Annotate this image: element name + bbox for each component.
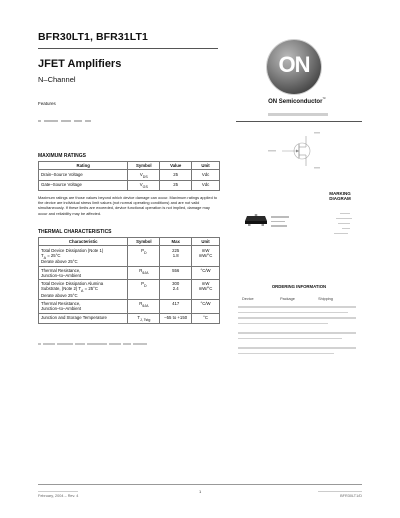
rating-cell: Gate–Source Voltage bbox=[39, 180, 128, 190]
symbol-subscript: D bbox=[144, 284, 147, 289]
symbol-cell bbox=[128, 180, 160, 190]
features-label: Features bbox=[38, 101, 56, 106]
table-row bbox=[39, 170, 220, 180]
symbol-subscript: θJA bbox=[142, 304, 149, 309]
symbol-cell bbox=[128, 170, 160, 180]
max-value: 2.4 bbox=[172, 286, 179, 292]
marking-heading-line: MARKING bbox=[329, 191, 351, 196]
ordering-columns bbox=[242, 297, 362, 301]
company-name bbox=[252, 97, 342, 105]
max-cell bbox=[160, 313, 192, 323]
column-header: Symbol bbox=[128, 162, 160, 170]
column-header: Rating bbox=[39, 162, 128, 170]
table-header-row bbox=[39, 238, 220, 246]
sot23-package-icon bbox=[244, 212, 268, 226]
symbol-subscript: GS bbox=[142, 184, 148, 189]
symbol-cell bbox=[128, 300, 160, 313]
table-footnotes-placeholder bbox=[38, 335, 208, 339]
symbol-subscript: J, Tstg bbox=[140, 317, 151, 322]
right-column-divider bbox=[236, 121, 362, 122]
unit-value: mW bbox=[201, 247, 210, 253]
footer-revision: February, 2004 – Rev. 4 bbox=[38, 493, 79, 498]
max-value: 300 bbox=[172, 281, 180, 287]
features-text-placeholder bbox=[38, 112, 118, 116]
symbol-text: P bbox=[141, 281, 144, 287]
symbol-cell bbox=[128, 246, 160, 266]
thermal-heading: THERMAL CHARACTERISTICS bbox=[38, 229, 112, 235]
symbol-text: R bbox=[139, 301, 143, 307]
column-header: Value bbox=[160, 162, 192, 170]
symbol-text: P bbox=[141, 247, 144, 253]
table-row bbox=[39, 266, 220, 279]
product-title: JFET Amplifiers bbox=[38, 58, 122, 70]
logo-text: ON bbox=[278, 52, 310, 77]
website-url-placeholder bbox=[268, 113, 328, 116]
symbol-subscript: DS bbox=[142, 174, 148, 179]
company-label: ON Semiconductor bbox=[268, 99, 323, 105]
column-header: Characteristic bbox=[39, 238, 128, 246]
column-header: Symbol bbox=[128, 238, 160, 246]
symbol-subscript: θJA bbox=[142, 270, 149, 275]
on-semiconductor-logo bbox=[267, 40, 321, 94]
package-label-placeholder bbox=[271, 214, 289, 227]
max-ratings-table bbox=[38, 161, 220, 191]
table-row bbox=[39, 279, 220, 299]
footer-left bbox=[38, 489, 78, 499]
table-row bbox=[39, 246, 220, 266]
unit-cell bbox=[192, 313, 220, 323]
unit-value: mW/°C bbox=[198, 252, 213, 258]
max-value: 556 bbox=[172, 267, 180, 273]
symbol-cell bbox=[128, 313, 160, 323]
product-subtitle: N–Channel bbox=[38, 75, 76, 84]
characteristic-cell: Total Device Dissipation (Note 1) $T_A = 25^\circ C$ Derate above 25°C bbox=[39, 246, 128, 266]
symbol-text: V bbox=[139, 171, 143, 177]
max-value: 225 bbox=[172, 247, 180, 253]
marking-diagram-heading bbox=[320, 191, 360, 201]
symbol-subscript: D bbox=[144, 250, 147, 255]
max-cell bbox=[160, 279, 192, 299]
column-header: Max bbox=[160, 238, 192, 246]
page-number: 1 bbox=[199, 489, 202, 494]
max-ratings-heading: MAXIMUM RATINGS bbox=[38, 153, 86, 159]
ordering-rows-placeholder bbox=[238, 306, 360, 358]
footer-right bbox=[300, 489, 362, 499]
unit-cell: Vdc bbox=[192, 180, 220, 190]
max-ratings-note: Maximum ratings are those values beyond which device damage can occur. Maximum ratings applied to the device are individual stress limit values (not normal operating conditions) and are not valid simultaneously. If these limits are exceeded, device functional operation is not implied, damage may occur and reliability may be affected. bbox=[38, 195, 218, 216]
ordering-column-header: Shipping bbox=[318, 297, 333, 301]
ordering-info-heading: ORDERING INFORMATION bbox=[271, 284, 327, 289]
ordering-column-header: Device bbox=[242, 297, 254, 301]
max-cell bbox=[160, 266, 192, 279]
max-cell bbox=[160, 246, 192, 266]
jfet-schematic-icon bbox=[262, 128, 342, 174]
publication-order-number: BFR30LT1/D bbox=[340, 493, 362, 498]
symbol-text: T bbox=[137, 314, 141, 320]
table-header-row bbox=[39, 162, 220, 170]
thermal-table bbox=[38, 237, 220, 324]
unit-value: mW bbox=[201, 281, 210, 287]
unit-cell bbox=[192, 246, 220, 266]
symbol-text: V bbox=[139, 181, 143, 187]
part-numbers: BFR30LT1, BFR31LT1 bbox=[38, 31, 148, 43]
column-header: Unit bbox=[192, 238, 220, 246]
table-row bbox=[39, 313, 220, 323]
unit-value: °C/W bbox=[200, 301, 211, 307]
footer-divider bbox=[38, 484, 362, 485]
symbol-cell bbox=[128, 266, 160, 279]
title-divider bbox=[38, 48, 218, 49]
unit-cell bbox=[192, 300, 220, 313]
table-row bbox=[39, 180, 220, 190]
value-cell: 25 bbox=[160, 170, 192, 180]
characteristic-cell: Junction and Storage Temperature bbox=[39, 313, 128, 323]
symbol-text: R bbox=[139, 267, 143, 273]
unit-value: °C bbox=[203, 314, 208, 320]
marking-heading-line: DIAGRAM bbox=[329, 196, 351, 201]
unit-cell bbox=[192, 266, 220, 279]
max-value: 417 bbox=[172, 301, 180, 307]
max-cell bbox=[160, 300, 192, 313]
characteristic-cell: Thermal Resistance, Junction–to–Ambient bbox=[39, 300, 128, 313]
table-row bbox=[39, 300, 220, 313]
characteristic-cell: Thermal Resistance, Junction–to–Ambient bbox=[39, 266, 128, 279]
column-header: Unit bbox=[192, 162, 220, 170]
max-value: –55 to +150 bbox=[164, 314, 188, 320]
unit-value: mW/°C bbox=[198, 286, 213, 292]
characteristic-cell: Total Device Dissipation Alumina Substrate, (Note 2) $T_A = 25^\circ C$ Derate above 25°C bbox=[39, 279, 128, 299]
max-value: 1.8 bbox=[172, 252, 179, 258]
unit-cell bbox=[192, 279, 220, 299]
ordering-column-header: Package bbox=[280, 297, 295, 301]
symbol-cell bbox=[128, 279, 160, 299]
unit-value: °C/W bbox=[200, 267, 211, 273]
trademark-symbol: ™ bbox=[322, 97, 326, 101]
value-cell: 25 bbox=[160, 180, 192, 190]
marking-code-placeholder bbox=[328, 209, 358, 245]
rating-cell: Drain–Source Voltage bbox=[39, 170, 128, 180]
unit-cell: Vdc bbox=[192, 170, 220, 180]
